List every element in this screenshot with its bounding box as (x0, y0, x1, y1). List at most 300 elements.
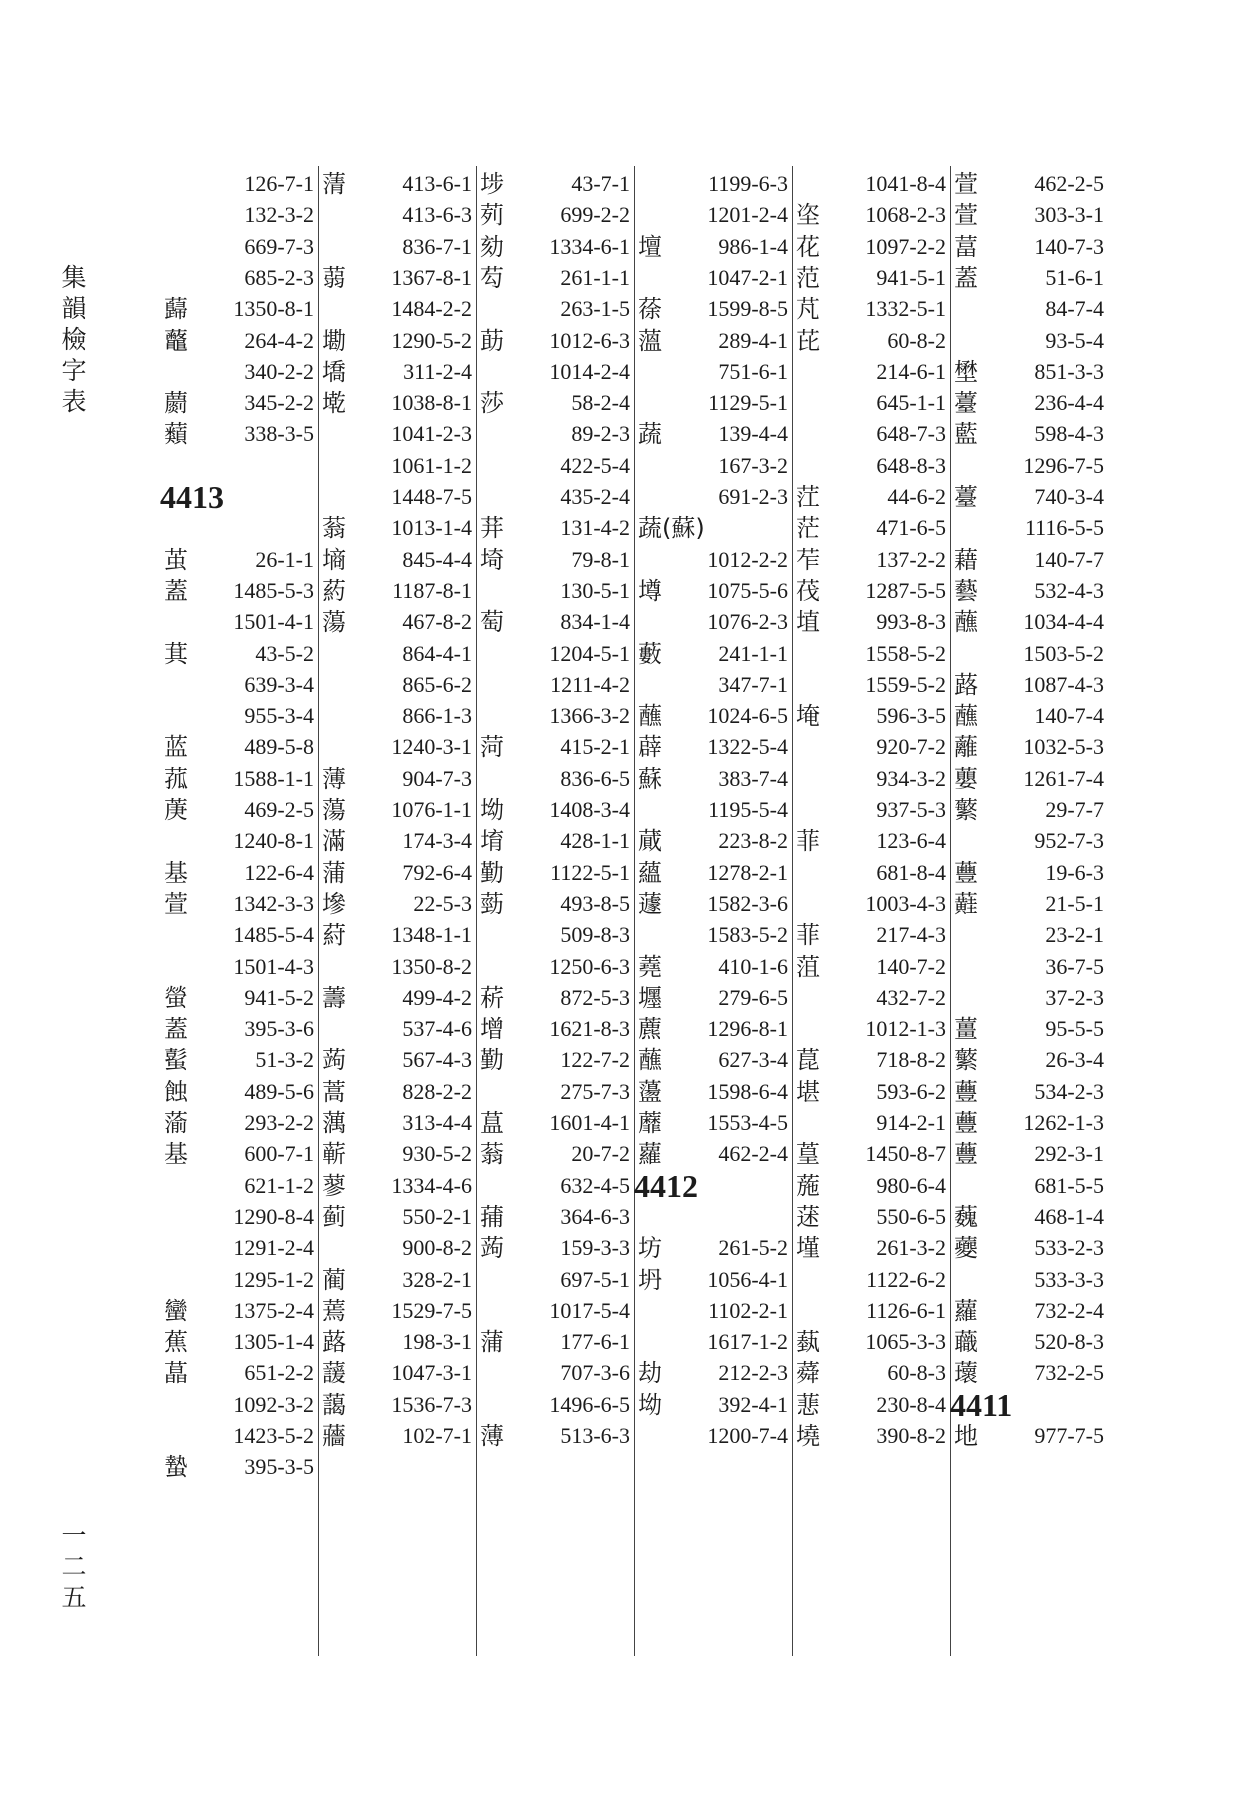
entry-character: 茳 (796, 483, 820, 511)
entry-reference: 937-5-3 (876, 797, 946, 822)
entry-character: 蘿 (954, 1296, 978, 1325)
index-entry (476, 1418, 634, 1454)
entry-character: 蓋 (164, 576, 188, 605)
entry-reference: 1102-2-1 (708, 1297, 788, 1323)
entry-character: 萄 (480, 608, 504, 637)
entry-reference: 1013-1-4 (391, 515, 472, 541)
entry-character: 蠻 (164, 1296, 188, 1325)
entry-character: 蘩 (954, 796, 978, 824)
entry-character: 墒 (322, 545, 346, 574)
entry-character: 蘱 (164, 420, 188, 449)
entry-reference: 1076-1-1 (391, 797, 472, 822)
entry-character: 蒟 (322, 1046, 346, 1075)
entry-reference: 313-4-4 (402, 1110, 472, 1135)
entry-reference: 1092-3-2 (233, 1391, 314, 1417)
entry-character: 蕍 (164, 1109, 188, 1137)
entry-character: 蒲 (480, 1328, 504, 1357)
entry-reference: 751-6-1 (718, 358, 788, 384)
entry-reference: 60-8-2 (887, 327, 946, 353)
entry-reference: 1250-6-3 (549, 953, 630, 979)
entry-reference: 732-2-5 (1034, 1360, 1104, 1386)
entry-reference: 550-6-5 (876, 1203, 946, 1229)
entry-reference: 1240-3-1 (391, 734, 472, 760)
entry-reference: 639-3-4 (244, 671, 314, 697)
entry-reference: 469-2-5 (244, 797, 314, 822)
entry-reference: 395-3-5 (244, 1454, 314, 1480)
entry-reference: 23-2-1 (1045, 922, 1104, 948)
entry-character: 菮 (164, 796, 188, 824)
entry-reference: 952-7-3 (1034, 828, 1104, 854)
entry-reference: 22-5-3 (413, 890, 472, 916)
entry-reference: 1290-5-2 (391, 327, 472, 353)
entry-reference: 621-1-2 (244, 1172, 314, 1198)
vertical-char: 集 (61, 263, 87, 292)
entry-character: 葝 (480, 889, 504, 918)
entry-character: 基 (164, 1140, 188, 1169)
index-column-1 (160, 166, 319, 1656)
entry-reference: 261-1-1 (560, 264, 630, 290)
entry-character: 蒁 (796, 1202, 820, 1231)
entry-reference: 1097-2-2 (865, 233, 946, 259)
entry-reference: 828-2-2 (402, 1078, 472, 1104)
entry-character: 蓟 (322, 1202, 346, 1231)
entry-reference: 598-4-3 (1034, 421, 1104, 447)
entry-reference: 648-8-3 (876, 452, 946, 478)
index-column-3 (476, 166, 635, 1656)
entry-character: 薑 (954, 1015, 978, 1044)
entry-character: 蕜 (796, 1390, 820, 1419)
entry-character: 蘴 (954, 858, 978, 887)
entry-character: 葤 (322, 921, 346, 950)
entry-reference: 627-3-4 (718, 1047, 788, 1073)
entry-reference: 1038-8-1 (391, 390, 472, 416)
entry-character: 藉 (954, 545, 978, 574)
vertical-char: 五 (61, 1583, 87, 1612)
vertical-char: 檢 (61, 325, 87, 354)
entry-reference: 513-6-3 (560, 1423, 630, 1448)
entry-reference: 395-3-6 (244, 1016, 314, 1042)
entry-reference: 1278-2-1 (707, 859, 788, 885)
entry-reference: 1024-6-5 (707, 703, 788, 729)
entry-reference: 986-1-4 (718, 233, 788, 259)
entry-reference: 261-5-2 (718, 1235, 788, 1261)
entry-reference: 1017-5-4 (549, 1297, 630, 1323)
entry-reference: 1041-8-4 (865, 171, 946, 196)
entry-reference: 1588-1-1 (233, 765, 314, 791)
entry-reference: 691-2-3 (718, 484, 788, 509)
entry-character: 蕲 (322, 1140, 346, 1169)
entry-reference: 941-5-1 (876, 264, 946, 290)
entry-reference: 596-3-5 (876, 703, 946, 729)
entry-character: 墧 (322, 357, 346, 386)
entry-character: 茷 (796, 576, 820, 605)
section-code: 4411 (950, 1386, 1013, 1423)
vertical-char: 字 (61, 356, 87, 385)
entry-reference: 699-2-2 (560, 202, 630, 228)
entry-reference: 1583-5-2 (707, 922, 788, 948)
entry-reference: 537-4-6 (402, 1016, 472, 1042)
entry-reference: 920-7-2 (876, 734, 946, 760)
entry-reference: 1290-8-4 (233, 1203, 314, 1229)
entry-reference: 1559-5-2 (865, 671, 946, 697)
entry-character: 葯 (322, 576, 346, 605)
entry-character: 莎 (480, 389, 504, 418)
entry-character: 薹 (954, 483, 978, 511)
entry-character: 墋 (322, 889, 346, 918)
entry-character: 蒻 (322, 263, 346, 292)
entry-reference: 392-4-1 (718, 1391, 788, 1417)
entry-character: 萱 (954, 170, 978, 198)
entry-reference: 1061-1-2 (391, 452, 472, 478)
entry-reference: 865-6-2 (402, 671, 472, 697)
entry-reference: 93-5-4 (1045, 327, 1104, 353)
entry-character: 蘯 (638, 1077, 662, 1106)
entry-reference: 122-6-4 (244, 859, 314, 885)
entry-character: 蝕 (164, 1077, 188, 1106)
entry-character: 蘊 (638, 858, 662, 887)
entry-reference: 289-4-1 (718, 327, 788, 353)
entry-reference: 95-5-5 (1045, 1016, 1104, 1042)
entry-reference: 681-8-4 (876, 859, 946, 885)
entry-character: 螢 (164, 983, 188, 1012)
entry-character: 坳 (638, 1390, 662, 1419)
entry-reference: 1484-2-2 (391, 296, 472, 322)
entry-character: 蒲 (322, 858, 346, 887)
entry-reference: 1291-2-4 (233, 1235, 314, 1261)
entry-reference: 1601-4-1 (549, 1110, 630, 1135)
entry-character: 菥 (480, 983, 504, 1012)
vertical-char: 韻 (61, 294, 87, 323)
entry-reference: 236-4-4 (1034, 390, 1104, 416)
entry-character: 芃 (796, 295, 820, 324)
entry-reference: 415-2-1 (560, 734, 630, 760)
entry-reference: 177-6-1 (560, 1329, 630, 1355)
entry-reference: 1075-5-6 (707, 577, 788, 603)
entry-character: 基 (164, 858, 188, 887)
entry-reference: 836-6-5 (560, 765, 630, 791)
entry-character: 蘷 (954, 1234, 978, 1263)
index-entry (318, 1418, 476, 1454)
vertical-char: 表 (61, 387, 87, 416)
entry-reference: 1423-5-2 (233, 1423, 314, 1448)
entry-character: 蓼 (322, 1171, 346, 1200)
entry-reference: 1296-7-5 (1023, 452, 1104, 478)
entry-reference: 1240-8-1 (233, 828, 314, 854)
entry-character: 菹 (796, 952, 820, 981)
entry-reference: 1503-5-2 (1023, 640, 1104, 666)
entry-reference: 1448-7-5 (391, 484, 472, 509)
entry-reference: 600-7-1 (244, 1141, 314, 1167)
entry-character: 蘸 (638, 1046, 662, 1075)
entry-reference: 1034-4-4 (1023, 609, 1104, 635)
entry-character: 蔳 (322, 170, 346, 198)
entry-character: 蘴 (954, 1077, 978, 1106)
entry-reference: 293-2-2 (244, 1110, 314, 1135)
entry-reference: 681-5-5 (1034, 1172, 1104, 1198)
entry-character: 菲 (796, 921, 820, 950)
entry-reference: 20-7-2 (571, 1141, 630, 1167)
entry-character: 蘿 (638, 1140, 662, 1169)
entry-reference: 567-4-3 (402, 1047, 472, 1073)
entry-reference: 159-3-3 (560, 1235, 630, 1261)
entry-reference: 43-5-2 (255, 640, 314, 666)
entry-reference: 1332-5-1 (865, 296, 946, 322)
entry-character: 垐 (796, 201, 820, 230)
entry-reference: 1065-3-3 (865, 1329, 946, 1355)
entry-reference: 137-2-2 (876, 546, 946, 572)
entry-reference: 26-3-4 (1045, 1047, 1104, 1073)
entry-reference: 123-6-4 (876, 828, 946, 854)
entry-reference: 1350-8-2 (391, 953, 472, 979)
entry-character: 茢 (480, 201, 504, 230)
entry-character: 蘡 (954, 764, 978, 793)
entry-reference: 1068-2-3 (865, 202, 946, 228)
entry-reference: 79-8-1 (571, 546, 630, 572)
entry-reference: 534-2-3 (1034, 1078, 1104, 1104)
entry-reference: 1003-4-3 (865, 890, 946, 916)
entry-reference: 390-8-2 (876, 1423, 946, 1448)
entry-character: 蔫 (322, 1296, 346, 1325)
entry-reference: 462-2-5 (1034, 171, 1104, 196)
entry-reference: 1287-5-5 (865, 577, 946, 603)
entry-reference: 37-2-3 (1045, 984, 1104, 1010)
entry-character: 蘸 (954, 608, 978, 637)
entry-character: 劾 (480, 232, 504, 261)
entry-reference: 493-8-5 (560, 890, 630, 916)
entry-reference: 1485-5-4 (233, 922, 314, 948)
entry-reference: 467-8-2 (402, 609, 472, 635)
entry-reference: 533-3-3 (1034, 1266, 1104, 1292)
entry-character: 苲 (796, 545, 820, 574)
vertical-char: 一 (61, 1521, 87, 1550)
entry-reference: 1305-1-4 (233, 1329, 314, 1355)
entry-character: 蘸 (954, 702, 978, 731)
entry-reference: 364-6-3 (560, 1203, 630, 1229)
entry-reference: 468-1-4 (1034, 1203, 1104, 1229)
index-column-6 (950, 166, 1108, 1656)
entry-reference: 1342-3-3 (233, 890, 314, 916)
entry-character: 蘾 (954, 1359, 978, 1388)
entry-reference: 955-3-4 (244, 703, 314, 729)
entry-reference: 471-6-5 (876, 515, 946, 541)
side-title (60, 262, 88, 417)
entry-character: 菏 (480, 733, 504, 762)
entry-reference: 1617-1-2 (707, 1329, 788, 1355)
entry-character: 蘸 (638, 702, 662, 731)
entry-character: 薄 (322, 764, 346, 793)
entry-reference: 60-8-3 (887, 1360, 946, 1386)
entry-character: 墐 (796, 1234, 820, 1263)
entry-reference: 140-7-7 (1034, 546, 1104, 572)
entry-character: 增 (480, 1015, 504, 1044)
entry-character: 芶 (480, 263, 504, 292)
entry-reference: 383-7-4 (718, 765, 788, 791)
entry-character: 蕣 (796, 1359, 820, 1388)
entry-reference: 648-7-3 (876, 421, 946, 447)
entry-character: 蘠 (322, 1422, 346, 1450)
entry-reference: 1087-4-3 (1023, 671, 1104, 697)
entry-character: 萱 (164, 889, 188, 918)
entry-reference: 1032-5-3 (1023, 734, 1104, 760)
entry-character: 虌 (164, 326, 188, 355)
entry-character: 藨 (638, 1015, 662, 1044)
entry-reference: 345-2-2 (244, 390, 314, 416)
entry-reference: 223-8-2 (718, 828, 788, 854)
entry-character: 茧 (164, 545, 188, 574)
entry-reference: 669-7-3 (244, 233, 314, 259)
entry-reference: 980-6-4 (876, 1172, 946, 1198)
entry-reference: 1129-5-1 (708, 390, 788, 416)
entry-character: 墘 (322, 389, 346, 418)
entry-character: 萁 (164, 639, 188, 668)
entry-character: 地 (954, 1422, 978, 1450)
entry-reference: 19-6-3 (1045, 859, 1104, 885)
entry-reference: 1322-5-4 (707, 734, 788, 760)
entry-reference: 732-2-4 (1034, 1297, 1104, 1323)
entry-reference: 1116-5-5 (1024, 515, 1104, 541)
entry-character: 萱 (954, 201, 978, 230)
entry-character: 花 (796, 232, 820, 261)
entry-character: 蘮 (164, 389, 188, 418)
entry-reference: 1195-5-4 (708, 797, 788, 822)
entry-reference: 432-7-2 (876, 984, 946, 1010)
entry-reference: 1334-4-6 (391, 1172, 472, 1198)
entry-reference: 1014-2-4 (549, 358, 630, 384)
entry-character: 蒿 (322, 1077, 346, 1106)
entry-reference: 428-1-1 (560, 828, 630, 854)
entry-reference: 263-1-5 (560, 296, 630, 322)
entry-reference: 413-6-1 (402, 171, 472, 196)
entry-reference: 1367-8-1 (391, 264, 472, 290)
entry-character: 壇 (638, 232, 662, 261)
entry-reference: 1334-6-1 (549, 233, 630, 259)
index-column-5 (792, 166, 951, 1656)
entry-character: 菎 (796, 1046, 820, 1075)
entry-reference: 836-7-1 (402, 233, 472, 259)
vertical-char: 二 (61, 1552, 87, 1581)
entry-character: 莇 (480, 326, 504, 355)
entry-character: 薄 (480, 1422, 504, 1450)
index-entry (160, 1449, 318, 1485)
entry-reference: 1012-6-3 (549, 327, 630, 353)
entry-character: 茫 (796, 514, 820, 543)
entry-reference: 1485-5-3 (233, 577, 314, 603)
index-entry (950, 1418, 1108, 1454)
entry-character: 菰 (164, 764, 188, 793)
entry-character: 蕘 (638, 952, 662, 981)
entry-reference: 279-6-5 (718, 984, 788, 1010)
entry-character: 蘐 (322, 1359, 346, 1388)
entry-reference: 167-3-2 (718, 452, 788, 478)
entry-character: 菲 (796, 827, 820, 856)
entry-reference: 58-2-4 (571, 390, 630, 416)
entry-character: 蕅 (322, 1109, 346, 1137)
entry-reference: 338-3-5 (244, 421, 314, 447)
entry-character: 薜 (638, 733, 662, 762)
entry-reference: 89-2-3 (571, 421, 630, 447)
entry-character: 藪 (638, 639, 662, 668)
page-number (60, 1520, 88, 1613)
entry-reference: 1012-2-2 (707, 546, 788, 572)
entry-reference: 533-2-3 (1034, 1235, 1104, 1261)
entry-reference: 174-3-4 (402, 828, 472, 854)
entry-reference: 36-7-5 (1045, 953, 1104, 979)
entry-reference: 1076-2-3 (707, 609, 788, 635)
entry-reference: 1122-6-2 (866, 1266, 946, 1292)
entry-reference: 26-1-1 (255, 546, 314, 572)
entry-reference: 489-5-6 (244, 1078, 314, 1104)
entry-character: 坊 (638, 1234, 662, 1263)
entry-reference: 1200-7-4 (707, 1423, 788, 1448)
entry-reference: 102-7-1 (402, 1423, 472, 1448)
entry-reference: 489-5-8 (244, 734, 314, 760)
entry-character: 埼 (480, 545, 504, 574)
entry-reference: 422-5-4 (560, 452, 630, 478)
section-code: 4413 (160, 479, 224, 515)
entry-character: 蕩 (322, 796, 346, 824)
entry-reference: 532-4-3 (1034, 577, 1104, 603)
entry-reference: 550-2-1 (402, 1203, 472, 1229)
entry-reference: 904-7-3 (402, 765, 472, 791)
entry-reference: 1262-1-3 (1023, 1110, 1104, 1135)
entry-character: 滿 (322, 827, 346, 856)
entry-character: 蕌 (164, 1359, 188, 1388)
entry-character: 勤 (480, 858, 504, 887)
entry-character: 蓊 (480, 1140, 504, 1169)
entry-character: 蕗 (954, 670, 978, 699)
entry-reference: 1375-2-4 (233, 1297, 314, 1323)
entry-reference: 1012-1-3 (865, 1016, 946, 1042)
entry-reference: 707-3-6 (560, 1360, 630, 1386)
entry-reference: 214-6-1 (876, 358, 946, 384)
entry-reference: 131-4-2 (560, 515, 630, 541)
entry-character: 薹 (954, 389, 978, 418)
entry-reference: 1211-4-2 (550, 671, 630, 697)
entry-reference: 241-1-1 (718, 640, 788, 666)
entry-reference: 1599-8-5 (707, 296, 788, 322)
entry-character: 蔬 (638, 420, 662, 449)
entry-reference: 1126-6-1 (866, 1297, 946, 1323)
entry-character: 蘶 (954, 1202, 978, 1231)
entry-reference: 410-1-6 (718, 953, 788, 979)
entry-character: 埯 (796, 702, 820, 731)
entry-reference: 51-3-2 (255, 1047, 314, 1073)
entry-character: 堉 (480, 827, 504, 856)
entry-character: 勤 (480, 1046, 504, 1075)
entry-character: 蔺 (322, 1265, 346, 1294)
entry-character: 蒱 (480, 1202, 504, 1231)
entry-reference: 21-5-1 (1045, 890, 1104, 916)
entry-character: 藝 (954, 576, 978, 605)
entry-reference: 993-8-3 (876, 609, 946, 635)
entry-character: 蘼 (638, 1109, 662, 1137)
entry-reference: 1558-5-2 (865, 640, 946, 666)
entry-character: 荓 (480, 514, 504, 543)
entry-reference: 900-8-2 (402, 1235, 472, 1261)
entry-character: 埴 (796, 608, 820, 637)
entry-reference: 140-7-3 (1034, 233, 1104, 259)
entry-character: 葟 (796, 1140, 820, 1169)
entry-character: 蒀 (480, 1109, 504, 1137)
entry-character: 蓋 (954, 263, 978, 292)
entry-character: 蘴 (954, 1140, 978, 1169)
index-entry (634, 1418, 792, 1454)
entry-character: 蓝 (164, 733, 188, 762)
entry-character: 壿 (638, 576, 662, 605)
entry-reference: 303-3-1 (1034, 202, 1104, 228)
entry-character: 蓋 (164, 1015, 188, 1044)
entry-reference: 462-2-4 (718, 1141, 788, 1167)
